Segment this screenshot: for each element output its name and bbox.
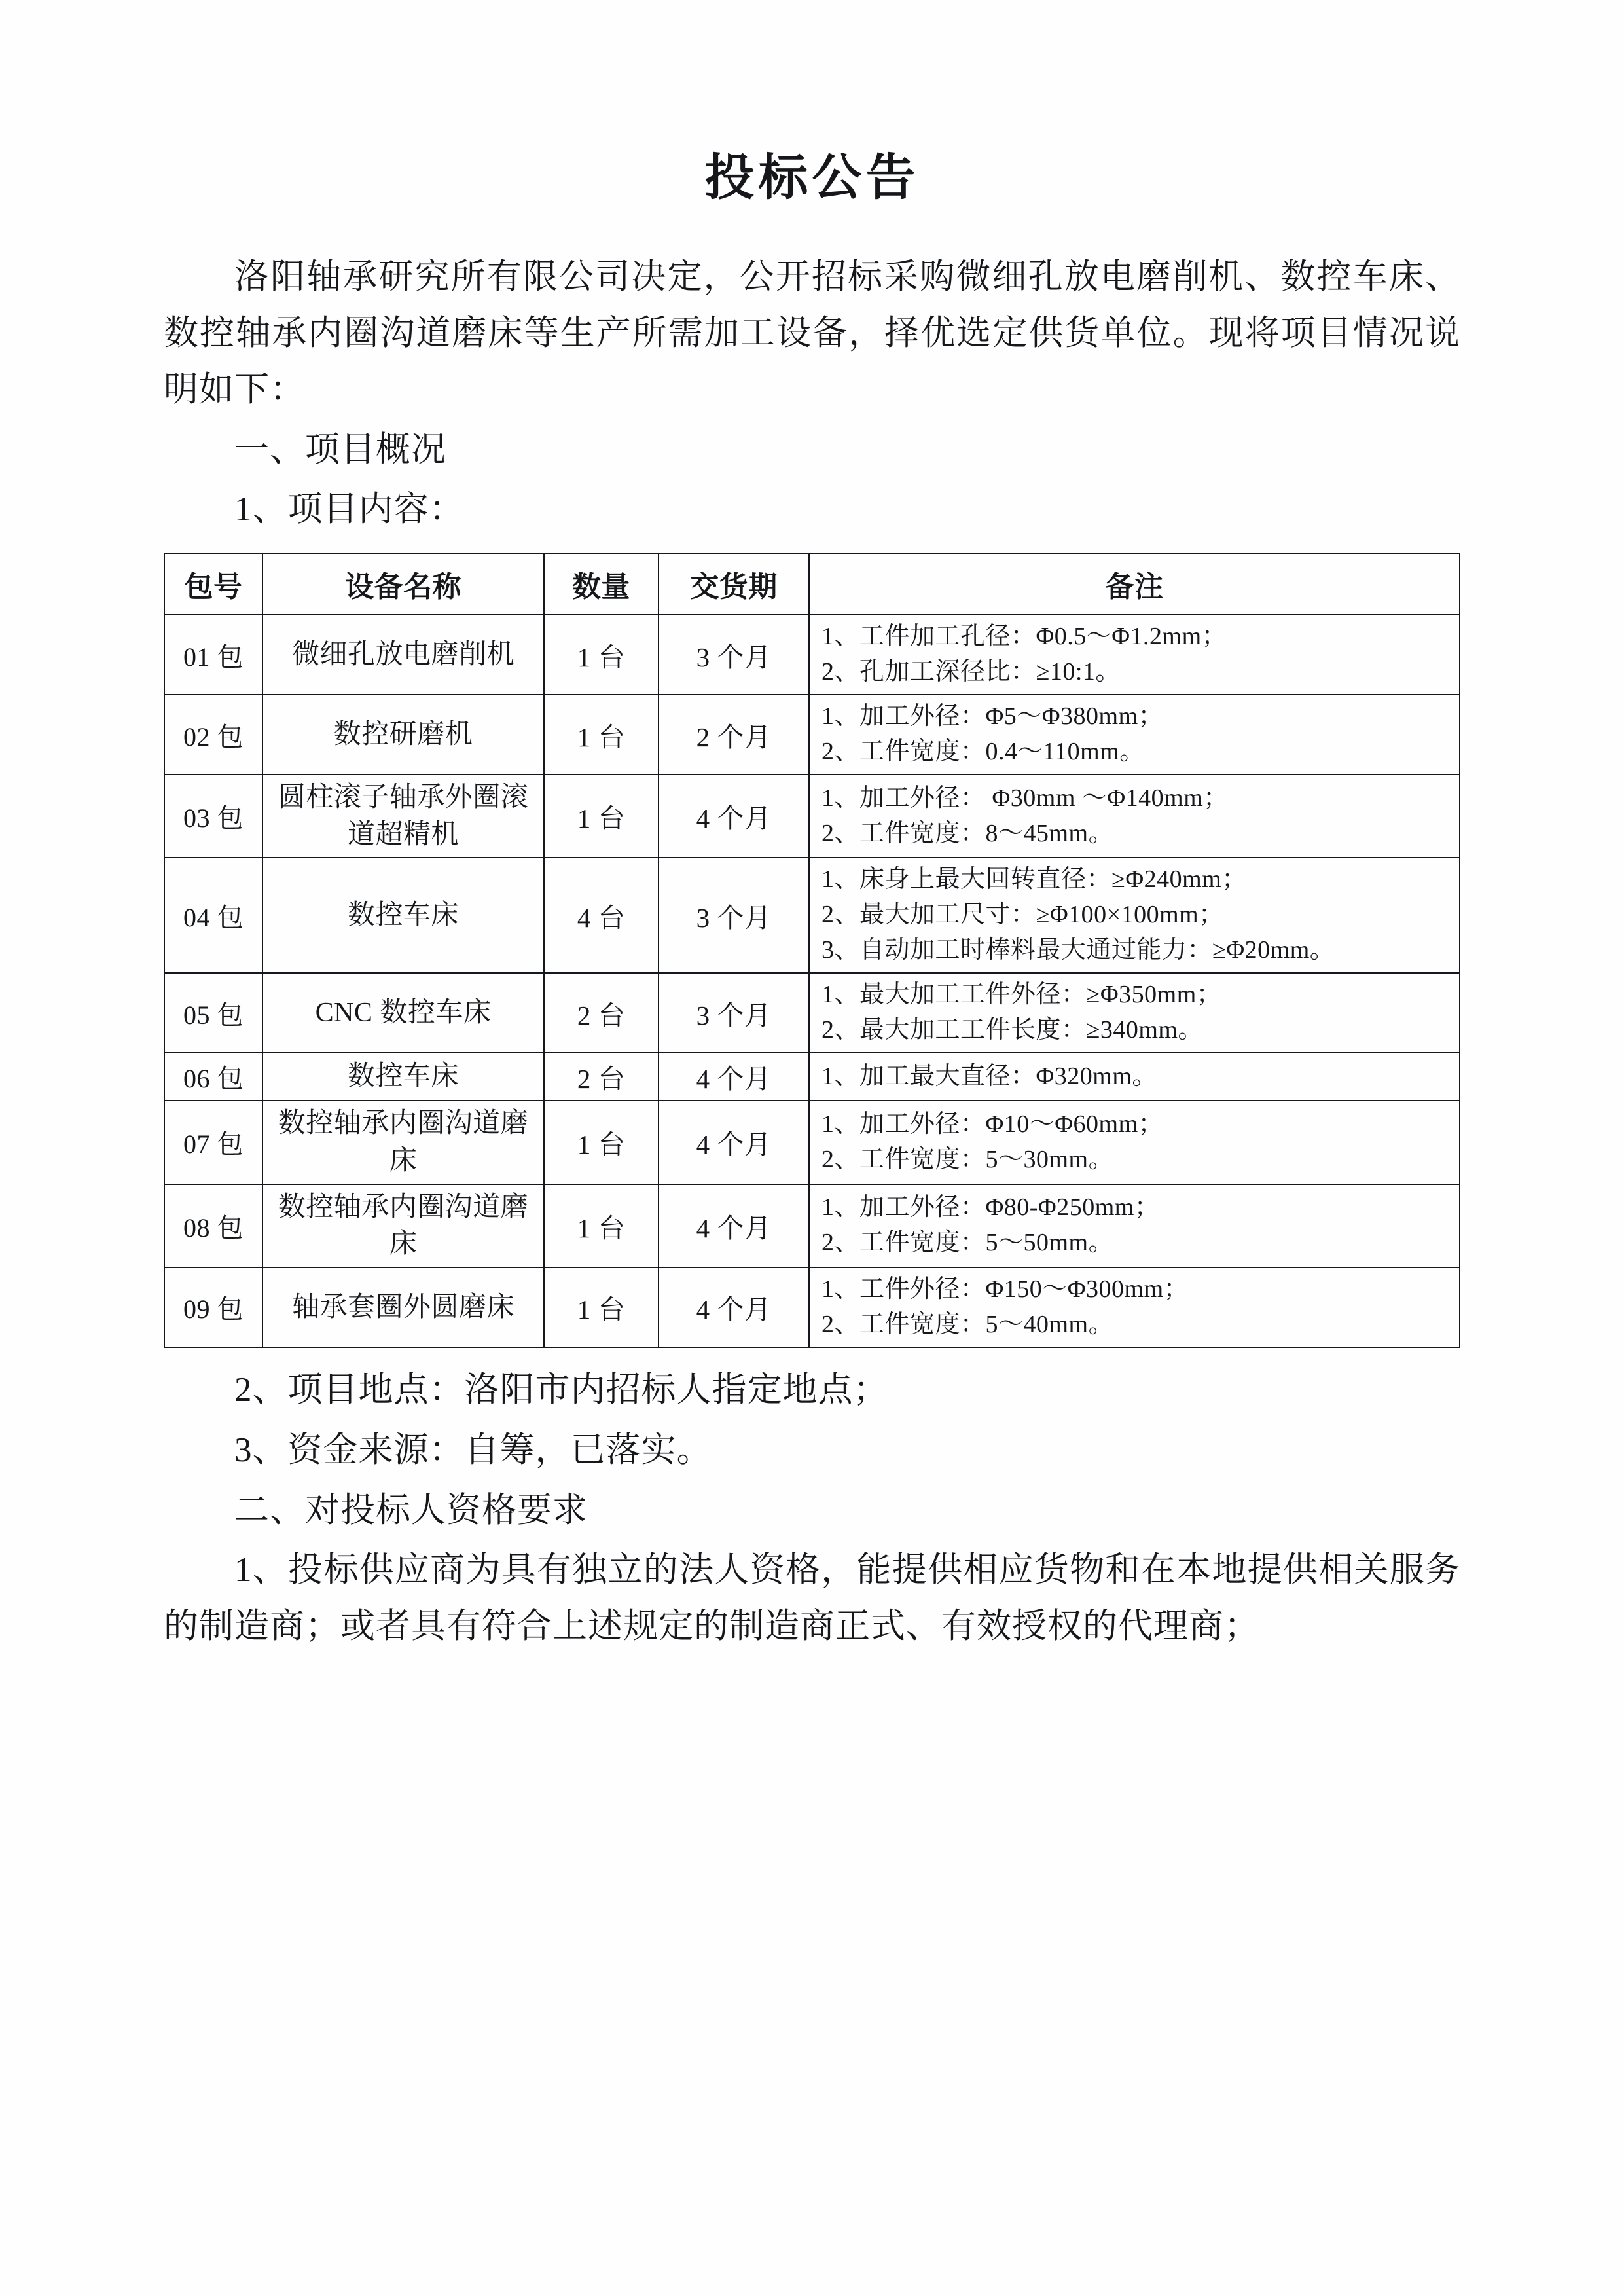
cell-package-number: 06 包	[164, 1053, 262, 1101]
cell-delivery-period: 2 个月	[659, 695, 809, 774]
table-header-remarks: 备注	[809, 553, 1460, 615]
section-heading-2: 二、对投标人资格要求	[234, 1491, 588, 1529]
cell-remarks	[809, 1184, 1460, 1267]
cell-quantity: 2 台	[544, 1053, 659, 1101]
table-row	[164, 615, 1460, 695]
cell-package-number: 07 包	[164, 1101, 262, 1184]
remark-line: 2、工件宽度：0.4～110mm。	[821, 738, 1145, 766]
remark-line: 1、加工外径：Φ5～Φ380mm；	[821, 702, 1164, 731]
cell-equipment-name: 数控车床	[262, 1053, 544, 1101]
cell-remarks	[809, 1267, 1460, 1347]
cell-package-number: 03 包	[164, 774, 262, 858]
remark-line: 2、工件宽度：5～40mm。	[821, 1310, 1114, 1338]
table-row	[164, 695, 1460, 774]
page-title: 投标公告	[704, 151, 920, 206]
cell-package-number: 04 包	[164, 858, 262, 973]
section-heading-1: 一、项目概况	[234, 430, 446, 469]
cell-delivery-period: 4 个月	[659, 1184, 809, 1267]
cell-delivery-period: 3 个月	[659, 615, 809, 695]
cell-package-number: 05 包	[164, 973, 262, 1053]
cell-quantity: 1 台	[544, 695, 659, 774]
remark-line: 2、工件宽度：5～50mm。	[821, 1229, 1114, 1257]
table-row	[164, 1053, 1460, 1101]
table-header-row	[164, 553, 1460, 615]
cell-equipment-name: 数控车床	[262, 858, 544, 973]
cell-remarks	[809, 774, 1460, 858]
table-row	[164, 774, 1460, 858]
equipment-table	[164, 553, 1460, 1348]
table-header-delivery: 交货期	[659, 553, 809, 615]
cell-delivery-period: 4 个月	[659, 1053, 809, 1101]
remark-line: 1、加工外径：Φ10～Φ60mm；	[821, 1110, 1164, 1138]
cell-remarks	[809, 1101, 1460, 1184]
cell-quantity: 2 台	[544, 973, 659, 1053]
cell-remarks	[809, 1053, 1460, 1101]
cell-equipment-name: 数控轴承内圈沟道磨床	[262, 1184, 544, 1267]
cell-delivery-period: 3 个月	[659, 858, 809, 973]
remark-line: 1、床身上最大回转直径：≥Φ240mm；	[821, 866, 1247, 894]
cell-equipment-name: 圆柱滚子轴承外圈滚道超精机	[262, 774, 544, 858]
table-row	[164, 1184, 1460, 1267]
table-header-quantity: 数量	[544, 553, 659, 615]
remark-line: 1、工件外径：Φ150～Φ300mm；	[821, 1275, 1189, 1303]
cell-remarks	[809, 695, 1460, 774]
remark-line: 2、工件宽度：8～45mm。	[821, 819, 1114, 847]
item-bidder-qualification: 1、投标供应商为具有独立的法人资格，能提供相应货物和在本地提供相关服务的制造商；或者具有符合上述规定的制造商正式、有效授权的代理商；	[164, 1551, 1460, 1646]
cell-equipment-name: 数控研磨机	[262, 695, 544, 774]
table-header-equipment-name: 设备名称	[262, 553, 544, 615]
cell-delivery-period: 4 个月	[659, 1101, 809, 1184]
remark-line: 1、加工外径：Φ80-Φ250mm；	[821, 1194, 1160, 1222]
cell-package-number: 01 包	[164, 615, 262, 695]
remark-line: 2、孔加工深径比：≥10:1。	[821, 658, 1121, 686]
remark-line: 2、最大加工工件长度：≥340mm。	[821, 1016, 1203, 1044]
cell-equipment-name: 微细孔放电磨削机	[262, 615, 544, 695]
cell-quantity: 1 台	[544, 615, 659, 695]
cell-quantity: 1 台	[544, 1184, 659, 1267]
cell-package-number: 08 包	[164, 1184, 262, 1267]
remark-line: 1、加工外径： Φ30mm ～Φ140mm；	[821, 784, 1229, 812]
table-row	[164, 1101, 1460, 1184]
cell-quantity: 1 台	[544, 1101, 659, 1184]
table-row	[164, 973, 1460, 1053]
cell-remarks	[809, 973, 1460, 1053]
cell-remarks	[809, 615, 1460, 695]
remark-line: 1、最大加工工件外径：≥Φ350mm；	[821, 981, 1222, 1009]
cell-quantity: 1 台	[544, 774, 659, 858]
remark-line: 3、自动加工时棒料最大通过能力：≥Φ20mm。	[821, 936, 1335, 964]
table-header-package: 包号	[164, 553, 262, 615]
intro-paragraph: 洛阳轴承研究所有限公司决定，公开招标采购微细孔放电磨削机、数控车床、数控轴承内圈沟道磨床等生产所需加工设备，择优选定供货单位。现将项目情况说明如下：	[164, 258, 1460, 409]
cell-delivery-period: 4 个月	[659, 774, 809, 858]
cell-equipment-name: 轴承套圈外圆磨床	[262, 1267, 544, 1347]
item-project-content: 1、项目内容：	[234, 490, 465, 529]
remark-line: 2、工件宽度：5～30mm。	[821, 1145, 1114, 1173]
cell-quantity: 4 台	[544, 858, 659, 973]
cell-delivery-period: 4 个月	[659, 1267, 809, 1347]
cell-package-number: 02 包	[164, 695, 262, 774]
item-funding-source: 3、资金来源：自筹，已落实。	[234, 1430, 712, 1469]
remark-line: 1、工件加工孔径：Φ0.5～Φ1.2mm；	[821, 623, 1227, 651]
remark-line: 2、最大加工尺寸：≥Φ100×100mm；	[821, 901, 1224, 929]
table-row	[164, 858, 1460, 973]
cell-equipment-name: 数控轴承内圈沟道磨床	[262, 1101, 544, 1184]
cell-quantity: 1 台	[544, 1267, 659, 1347]
table-row	[164, 1267, 1460, 1347]
remark-line: 1、加工最大直径：Φ320mm。	[821, 1062, 1157, 1090]
item-project-location: 2、项目地点：洛阳市内招标人指定地点；	[234, 1370, 889, 1409]
cell-equipment-name: CNC 数控车床	[262, 973, 544, 1053]
cell-package-number: 09 包	[164, 1267, 262, 1347]
cell-remarks	[809, 858, 1460, 973]
cell-delivery-period: 3 个月	[659, 973, 809, 1053]
